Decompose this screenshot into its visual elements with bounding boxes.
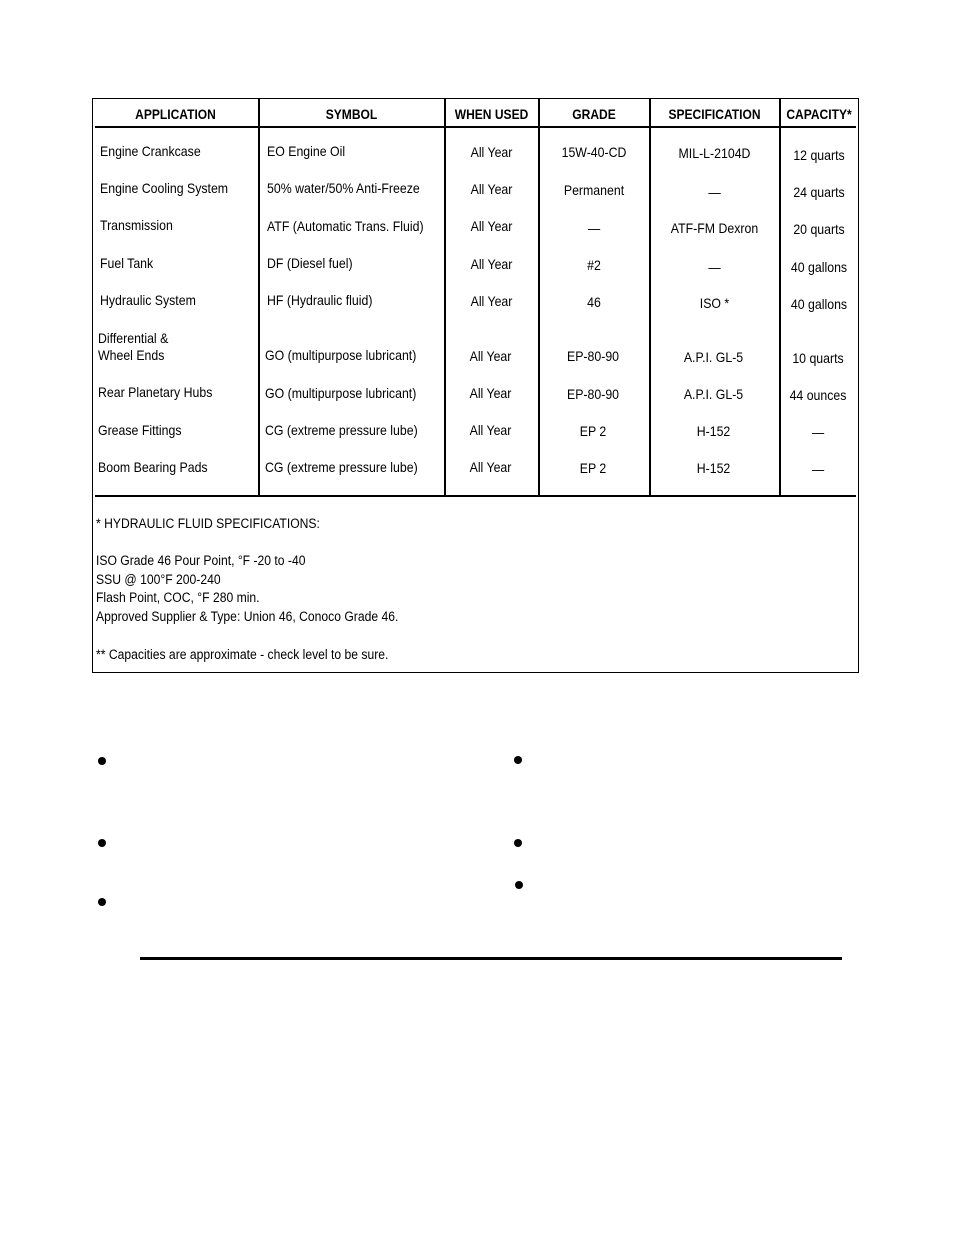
table-row-when-used: All Year (470, 181, 513, 197)
bullet-marker (514, 756, 522, 764)
table-row-specification: — (708, 184, 721, 200)
table-row-specification: ATF-FM Dexron (670, 220, 759, 236)
column-divider (538, 99, 540, 496)
table-row-symbol: HF (Hydraulic fluid) (267, 292, 373, 308)
bullet-marker (514, 839, 522, 847)
table-row-symbol: DF (Diesel fuel) (267, 255, 353, 271)
table-row-application: Fuel Tank (100, 255, 154, 271)
table-row-when-used: All Year (470, 218, 513, 234)
table-row-when-used: All Year (470, 256, 513, 272)
hydraulic-spec-line: ISO Grade 46 Pour Point, °F -20 to -40 (96, 553, 306, 568)
table-row-capacity: 20 quarts (793, 221, 845, 237)
table-row-grade: Permanent (563, 182, 625, 198)
table-row-specification: H-152 (696, 460, 731, 476)
table-row-application: Wheel Ends (98, 347, 165, 363)
column-divider (779, 99, 781, 496)
hydraulic-spec-line: Approved Supplier & Type: Union 46, Conoco Grade 46. (96, 609, 399, 624)
table-row-grade: 46 (587, 294, 601, 310)
table-row-grade: EP-80-90 (566, 386, 620, 402)
table-row-when-used: All Year (469, 385, 512, 401)
table-row-capacity: 10 quarts (792, 350, 844, 366)
table-row-grade: 15W-40-CD (561, 144, 627, 160)
header-grade: GRADE (572, 106, 616, 122)
table-row-application: Engine Crankcase (100, 143, 201, 159)
table-row-when-used: All Year (470, 293, 513, 309)
table-row-grade: EP 2 (579, 460, 607, 476)
header-capacity: CAPACITY* (786, 106, 852, 122)
table-row-specification: MIL-L-2104D (678, 145, 751, 161)
bullet-marker (98, 757, 106, 765)
table-row-capacity: 40 gallons (790, 296, 848, 312)
table-row-when-used: All Year (469, 459, 512, 475)
table-row-symbol: 50% water/50% Anti-Freeze (267, 180, 420, 196)
table-row-application: Transmission (100, 217, 173, 233)
table-row-grade: #2 (587, 257, 601, 273)
table-row-when-used: All Year (470, 144, 513, 160)
column-divider (258, 99, 260, 496)
table-row-symbol: CG (extreme pressure lube) (265, 459, 418, 475)
table-row-when-used: All Year (469, 348, 512, 364)
table-row-grade: — (587, 220, 601, 236)
table-row-when-used: All Year (469, 422, 512, 438)
table-row-capacity: — (811, 424, 825, 440)
table-row-symbol: GO (multipurpose lubricant) (265, 347, 417, 363)
hydraulic-spec-line: Flash Point, COC, °F 280 min. (96, 590, 260, 605)
table-row-application: Engine Cooling System (100, 180, 229, 196)
header-specification: SPECIFICATION (668, 106, 761, 122)
table-row-capacity: — (811, 461, 825, 477)
table-row-symbol: ATF (Automatic Trans. Fluid) (267, 218, 424, 234)
table-row-specification: ISO * (699, 295, 730, 311)
table-row-application: Grease Fittings (98, 422, 182, 438)
table-row-specification: H-152 (696, 423, 731, 439)
hydraulic-fluid-spec-heading: * HYDRAULIC FLUID SPECIFICATIONS: (96, 516, 320, 531)
table-row-symbol: CG (extreme pressure lube) (265, 422, 418, 438)
table-row-symbol: EO Engine Oil (267, 143, 346, 159)
table-row-application-line1: Differential & (98, 330, 169, 346)
table-row-specification: — (708, 259, 721, 275)
table-row-symbol: GO (multipurpose lubricant) (265, 385, 417, 401)
header-application: APPLICATION (135, 106, 216, 122)
hydraulic-spec-line: SSU @ 100°F 200-240 (96, 572, 221, 587)
table-row-grade: EP 2 (579, 423, 607, 439)
table-row-grade: EP-80-90 (566, 348, 620, 364)
table-row-specification: A.P.I. GL-5 (683, 386, 744, 402)
table-row-capacity: 40 gallons (790, 259, 848, 275)
table-body-bottom-line (95, 495, 856, 497)
bullet-marker (98, 898, 106, 906)
bullet-marker (515, 881, 523, 889)
table-row-application: Hydraulic System (100, 292, 196, 308)
horizontal-rule (140, 957, 842, 960)
lubrication-table (92, 98, 859, 673)
table-row-specification: A.P.I. GL-5 (683, 349, 744, 365)
header-symbol: SYMBOL (325, 106, 378, 122)
table-row-capacity: 12 quarts (793, 147, 845, 163)
column-divider (649, 99, 651, 496)
table-row-application: Rear Planetary Hubs (98, 384, 213, 400)
column-divider (444, 99, 446, 496)
bullet-marker (98, 839, 106, 847)
capacity-footnote: ** Capacities are approximate - check level to be sure. (96, 647, 389, 662)
table-row-application: Boom Bearing Pads (98, 459, 208, 475)
header-when-used: WHEN USED (454, 106, 529, 122)
table-row-capacity: 44 ounces (789, 387, 847, 403)
table-row-capacity: 24 quarts (793, 184, 845, 200)
